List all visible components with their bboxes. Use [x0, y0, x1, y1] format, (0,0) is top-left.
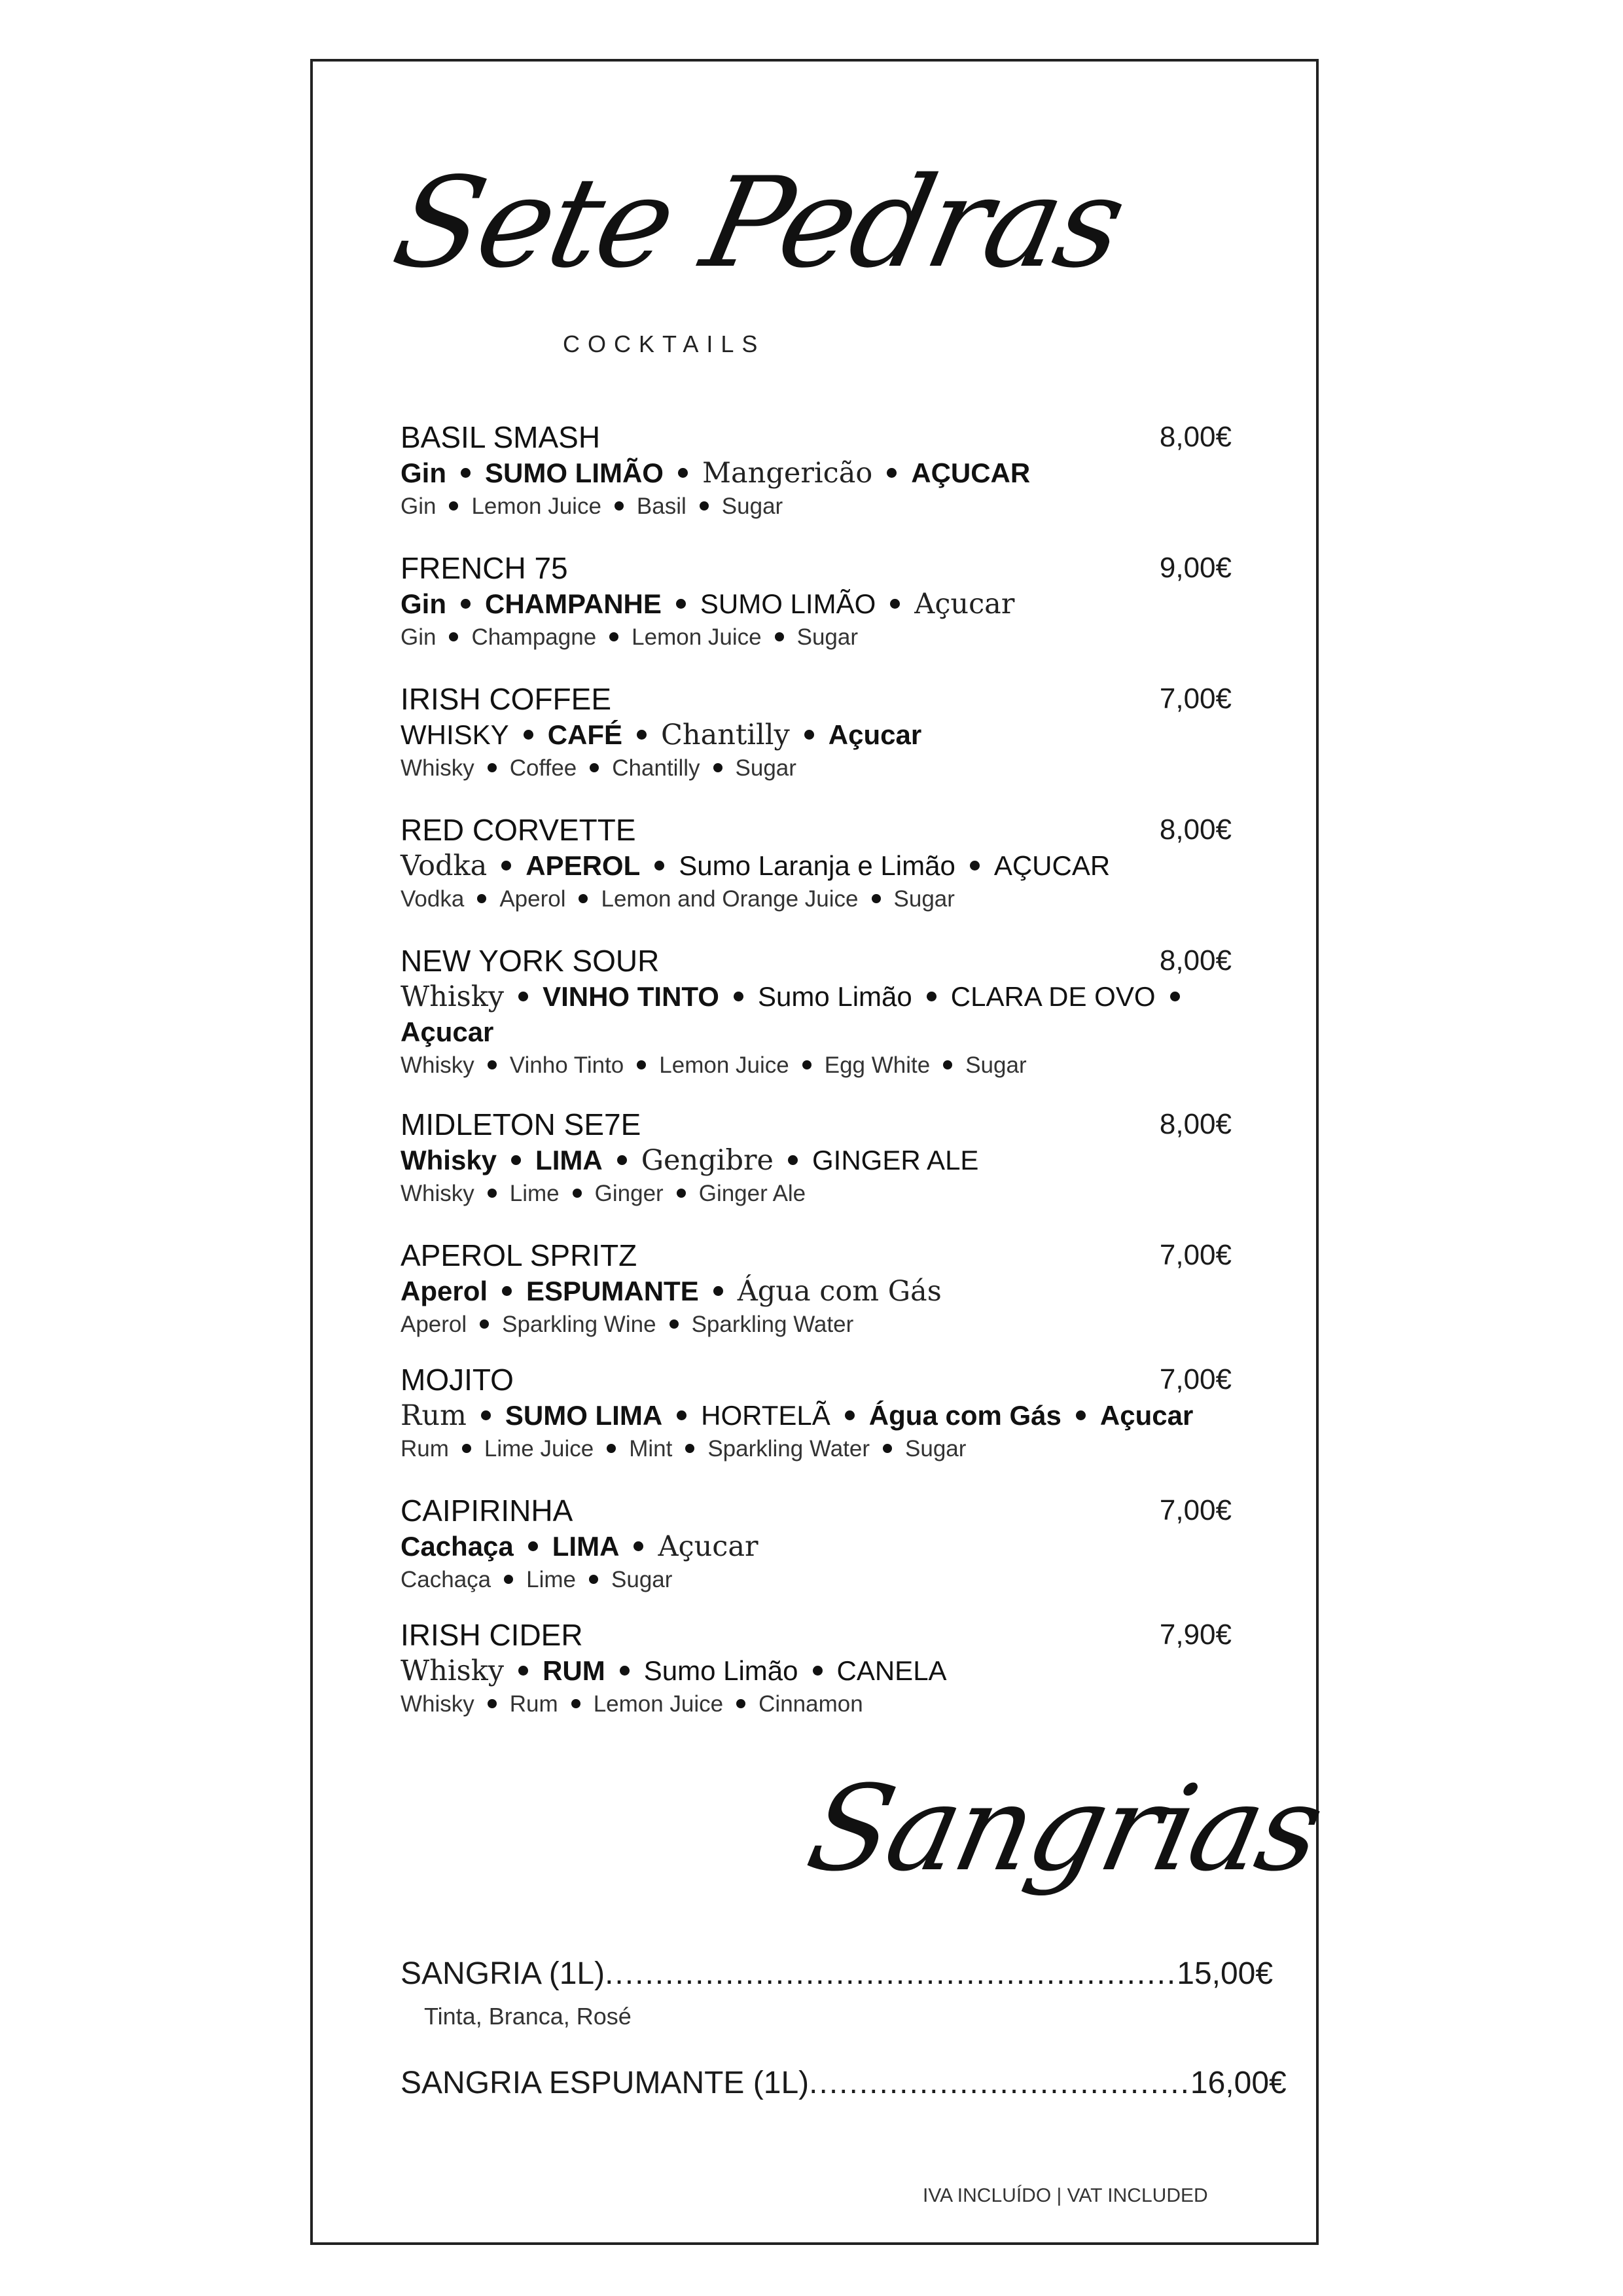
- cocktail-item: [401, 1361, 1232, 1465]
- vat-note: IVA INCLUÍDO | VAT INCLUDED: [923, 2185, 1208, 2206]
- bullet-dot: [501, 861, 511, 870]
- ingredient-pt: VINHO TINTO: [543, 981, 719, 1012]
- bullet-dot: [678, 468, 688, 478]
- ingredient-en: Sparkling Water: [707, 1436, 870, 1462]
- ingredient-en: Lemon Juice: [632, 624, 762, 650]
- ingredient-en: Aperol: [401, 1312, 467, 1337]
- ingredient-pt: ESPUMANTE: [526, 1276, 699, 1306]
- leader-dots: ......................................: [809, 2066, 1190, 2100]
- bullet-dot: [813, 1666, 823, 1676]
- bullet-dot: [713, 1286, 723, 1296]
- bullet-dot: [890, 599, 900, 609]
- ingredient-pt: Água com Gás: [737, 1275, 942, 1308]
- ingredient-pt: AÇUCAR: [911, 457, 1031, 488]
- sangria-name: SANGRIA (1L): [401, 1956, 605, 1991]
- ingredient-en: Whisky: [401, 1691, 474, 1717]
- bullet-dot: [676, 599, 686, 609]
- ingredient-en: Coffee: [509, 755, 577, 781]
- ingredient-pt: RUM: [543, 1655, 605, 1686]
- bullet-dot: [504, 1575, 513, 1584]
- cocktail-name: FRENCH 75: [401, 551, 568, 585]
- ingredient-pt: Sumo Laranja e Limão: [679, 850, 955, 881]
- ingredients-pt: [401, 1653, 1232, 1689]
- ingredient-pt: Aperol: [401, 1276, 488, 1306]
- sangria-name: SANGRIA ESPUMANTE (1L): [401, 2066, 810, 2100]
- bullet-dot: [700, 501, 709, 511]
- ingredient-en: Rum: [509, 1691, 558, 1717]
- sangria-item: [401, 2065, 1287, 2101]
- ingredient-en: Chantilly: [612, 755, 700, 781]
- ingredient-en: Vodka: [401, 886, 465, 912]
- ingredient-en: Lemon Juice: [471, 493, 601, 519]
- bullet-dot: [887, 468, 897, 478]
- ingredient-en: Whisky: [401, 1181, 474, 1206]
- bullet-dot: [677, 1189, 686, 1198]
- bullet-dot: [571, 1699, 580, 1708]
- sangria-price: 15,00€: [1177, 1956, 1274, 1991]
- bullet-dot: [927, 992, 936, 1001]
- ingredient-en: Cinnamon: [758, 1691, 863, 1717]
- cocktail-price: 8,00€: [1159, 814, 1232, 846]
- bullet-dot: [615, 501, 624, 511]
- ingredients-pt: [401, 456, 1232, 491]
- ingredients-pt: [401, 1143, 1232, 1178]
- bullet-dot: [609, 632, 618, 641]
- ingredient-pt: Açucar: [914, 588, 1015, 620]
- bullet-dot: [654, 861, 664, 870]
- ingredient-en: Gin: [401, 624, 437, 650]
- cocktail-item: [401, 812, 1232, 915]
- bullet-dot: [633, 1541, 643, 1551]
- ingredient-pt: Cachaça: [401, 1531, 514, 1562]
- bullet-dot: [620, 1666, 630, 1676]
- bullet-dot: [518, 992, 528, 1001]
- ingredient-pt: Sumo Limão: [643, 1655, 798, 1686]
- ingredient-en: Egg White: [824, 1052, 931, 1078]
- ingredient-pt: Whisky: [401, 1655, 505, 1687]
- cocktail-price: 7,00€: [1159, 683, 1232, 715]
- ingredients-en: [401, 1689, 1232, 1720]
- bullet-dot: [528, 1541, 538, 1551]
- ingredient-en: Sugar: [735, 755, 796, 781]
- cocktail-item: [401, 942, 1232, 1081]
- ingredient-pt: SUMO LIMÃO: [485, 457, 664, 488]
- ingredient-pt: Chantilly: [661, 719, 790, 751]
- bullet-dot: [511, 1155, 521, 1165]
- ingredient-pt: Whisky: [401, 980, 505, 1013]
- cocktail-name: CAIPIRINHA: [401, 1494, 573, 1528]
- ingredient-pt: CAFÉ: [547, 719, 623, 750]
- sangria-item: [401, 1956, 1274, 1992]
- section-subtitle: COCKTAILS: [563, 331, 766, 357]
- cocktail-item: [401, 1106, 1232, 1210]
- ingredient-pt: HORTELÃ: [701, 1400, 830, 1431]
- ingredient-en: Ginger: [594, 1181, 664, 1206]
- ingredient-en: Sugar: [965, 1052, 1027, 1078]
- bullet-dot: [872, 894, 881, 903]
- cocktail-price: 7,00€: [1159, 1239, 1232, 1271]
- bullet-dot: [775, 632, 784, 641]
- cocktail-price: 8,00€: [1159, 421, 1232, 453]
- bullet-dot: [804, 730, 814, 740]
- bullet-dot: [637, 730, 647, 740]
- ingredients-en: [401, 753, 1232, 784]
- bullet-dot: [477, 894, 486, 903]
- bullet-dot: [617, 1155, 627, 1165]
- ingredient-pt: Whisky: [401, 1145, 497, 1175]
- ingredient-en: Ginger Ale: [698, 1181, 806, 1206]
- ingredient-pt: LIMA: [535, 1145, 603, 1175]
- ingredient-pt: Água com Gás: [868, 1400, 1061, 1431]
- bullet-dot: [502, 1286, 512, 1296]
- bullet-dot: [1076, 1410, 1086, 1420]
- ingredients-pt: [401, 848, 1232, 884]
- ingredients-pt: [401, 979, 1232, 1050]
- bullet-dot: [524, 730, 533, 740]
- ingredient-pt: CLARA DE OVO: [950, 981, 1156, 1012]
- cocktail-item: [401, 1237, 1232, 1340]
- ingredient-en: Lemon Juice: [659, 1052, 789, 1078]
- ingredients-en: [401, 1433, 1232, 1465]
- ingredient-pt: Vodka: [401, 850, 488, 882]
- cocktail-price: 9,00€: [1159, 552, 1232, 584]
- ingredient-pt: Gengibre: [641, 1144, 774, 1177]
- ingredient-en: Champagne: [471, 624, 597, 650]
- leader-dots: .........................................................: [605, 1956, 1177, 1991]
- ingredient-pt: Mangericão: [702, 457, 873, 490]
- bullet-dot: [589, 1575, 598, 1584]
- cocktail-name: RED CORVETTE: [401, 813, 636, 847]
- ingredient-en: Mint: [629, 1436, 673, 1462]
- ingredient-pt: Açucar: [658, 1530, 758, 1563]
- bullet-dot: [677, 1410, 687, 1420]
- bullet-dot: [669, 1319, 679, 1329]
- cocktail-name: MOJITO: [401, 1363, 514, 1397]
- bullet-dot: [488, 1189, 497, 1198]
- bullet-dot: [579, 894, 588, 903]
- ingredient-en: Sparkling Water: [691, 1312, 854, 1337]
- ingredient-pt: Rum: [401, 1399, 467, 1432]
- ingredients-en: [401, 1309, 1232, 1340]
- ingredient-en: Lemon and Orange Juice: [601, 886, 859, 912]
- sangria-varieties: Tinta, Branca, Rosé: [424, 2003, 632, 2030]
- bullet-dot: [488, 1060, 497, 1069]
- bullet-dot: [1170, 992, 1180, 1001]
- cocktail-item: [401, 1617, 1232, 1720]
- sangrias-title: Sangrias: [796, 1761, 1332, 1897]
- ingredient-pt: Açucar: [1099, 1400, 1194, 1431]
- cocktail-item: [401, 550, 1232, 653]
- cocktail-price: 8,00€: [1159, 1108, 1232, 1140]
- bullet-dot: [685, 1444, 694, 1453]
- bullet-dot: [449, 632, 458, 641]
- ingredient-pt: SUMO LIMA: [505, 1400, 663, 1431]
- ingredients-en: [401, 491, 1232, 522]
- bullet-dot: [480, 1319, 489, 1329]
- ingredient-pt: Açucar: [828, 719, 922, 750]
- ingredients-en: [401, 1178, 1232, 1210]
- bullet-dot: [573, 1189, 582, 1198]
- ingredient-en: Sugar: [796, 624, 859, 650]
- bullet-dot: [488, 1699, 497, 1708]
- bullet-dot: [637, 1060, 646, 1069]
- ingredient-en: Sparkling Wine: [502, 1312, 656, 1337]
- ingredient-pt: Açucar: [401, 1016, 494, 1047]
- bullet-dot: [802, 1060, 812, 1069]
- ingredients-en: [401, 1050, 1232, 1081]
- ingredient-en: Lime Juice: [484, 1436, 594, 1462]
- ingredient-pt: WHISKY: [401, 719, 509, 750]
- bullet-dot: [788, 1155, 798, 1165]
- ingredient-en: Cachaça: [401, 1567, 491, 1592]
- cocktail-name: APEROL SPRITZ: [401, 1238, 637, 1272]
- ingredients-en: [401, 884, 1232, 915]
- ingredient-en: Gin: [401, 493, 437, 519]
- cocktail-price: 7,00€: [1159, 1363, 1232, 1395]
- bullet-dot: [734, 992, 743, 1001]
- bullet-dot: [845, 1410, 855, 1420]
- cocktail-item: [401, 681, 1232, 784]
- ingredient-en: Lime: [526, 1567, 577, 1592]
- ingredient-pt: LIMA: [552, 1531, 620, 1562]
- ingredient-en: Whisky: [401, 755, 474, 781]
- ingredient-en: Whisky: [401, 1052, 474, 1078]
- ingredient-en: Vinho Tinto: [509, 1052, 624, 1078]
- cocktail-price: 7,00€: [1159, 1494, 1232, 1526]
- ingredient-en: Sugar: [721, 493, 783, 519]
- bullet-dot: [461, 468, 471, 478]
- ingredients-pt: [401, 1398, 1232, 1433]
- ingredients-pt: [401, 1274, 1232, 1309]
- bullet-dot: [607, 1444, 616, 1453]
- ingredient-en: Lime: [509, 1181, 560, 1206]
- bullet-dot: [590, 763, 599, 772]
- cocktail-name: MIDLETON SE7E: [401, 1107, 641, 1141]
- ingredient-pt: AÇUCAR: [993, 850, 1111, 881]
- bullet-dot: [461, 599, 471, 609]
- ingredient-pt: Gin: [401, 457, 446, 488]
- cocktail-item: [401, 419, 1232, 522]
- sangria-price: 16,00€: [1190, 2066, 1287, 2100]
- cocktail-name: IRISH COFFEE: [401, 682, 612, 716]
- ingredients-en: [401, 622, 1232, 653]
- bullet-dot: [970, 861, 980, 870]
- bullet-dot: [462, 1444, 471, 1453]
- ingredient-pt: Gin: [401, 588, 446, 619]
- ingredient-pt: GINGER ALE: [812, 1145, 979, 1175]
- bullet-dot: [518, 1666, 528, 1676]
- bullet-dot: [736, 1699, 745, 1708]
- cocktail-item: [401, 1492, 1232, 1596]
- ingredient-en: Sugar: [893, 886, 955, 912]
- ingredients-pt: [401, 1529, 1232, 1564]
- cocktail-name: NEW YORK SOUR: [401, 944, 660, 978]
- ingredient-en: Sugar: [905, 1436, 967, 1462]
- ingredient-pt: CHAMPANHE: [485, 588, 662, 619]
- ingredients-pt: [401, 717, 1232, 753]
- ingredient-pt: APEROL: [526, 850, 641, 881]
- ingredient-en: Basil: [636, 493, 687, 519]
- ingredient-en: Lemon Juice: [593, 1691, 724, 1717]
- bullet-dot: [481, 1410, 491, 1420]
- ingredient-pt: CANELA: [836, 1655, 947, 1686]
- cocktail-price: 8,00€: [1159, 944, 1232, 977]
- bullet-dot: [488, 763, 497, 772]
- bullet-dot: [883, 1444, 892, 1453]
- bullet-dot: [713, 763, 722, 772]
- brand-logo: Sete Pedras: [382, 151, 1135, 295]
- ingredient-en: Aperol: [499, 886, 566, 912]
- cocktail-price: 7,90€: [1159, 1619, 1232, 1651]
- bullet-dot: [943, 1060, 952, 1069]
- ingredient-en: Rum: [401, 1436, 449, 1462]
- ingredient-en: Sugar: [611, 1567, 673, 1592]
- ingredient-pt: SUMO LIMÃO: [700, 588, 876, 619]
- bullet-dot: [449, 501, 458, 511]
- ingredients-en: [401, 1564, 1232, 1596]
- ingredients-pt: [401, 586, 1232, 622]
- cocktail-name: BASIL SMASH: [401, 420, 601, 454]
- cocktail-name: IRISH CIDER: [401, 1618, 583, 1652]
- ingredient-pt: Sumo Limão: [757, 981, 912, 1012]
